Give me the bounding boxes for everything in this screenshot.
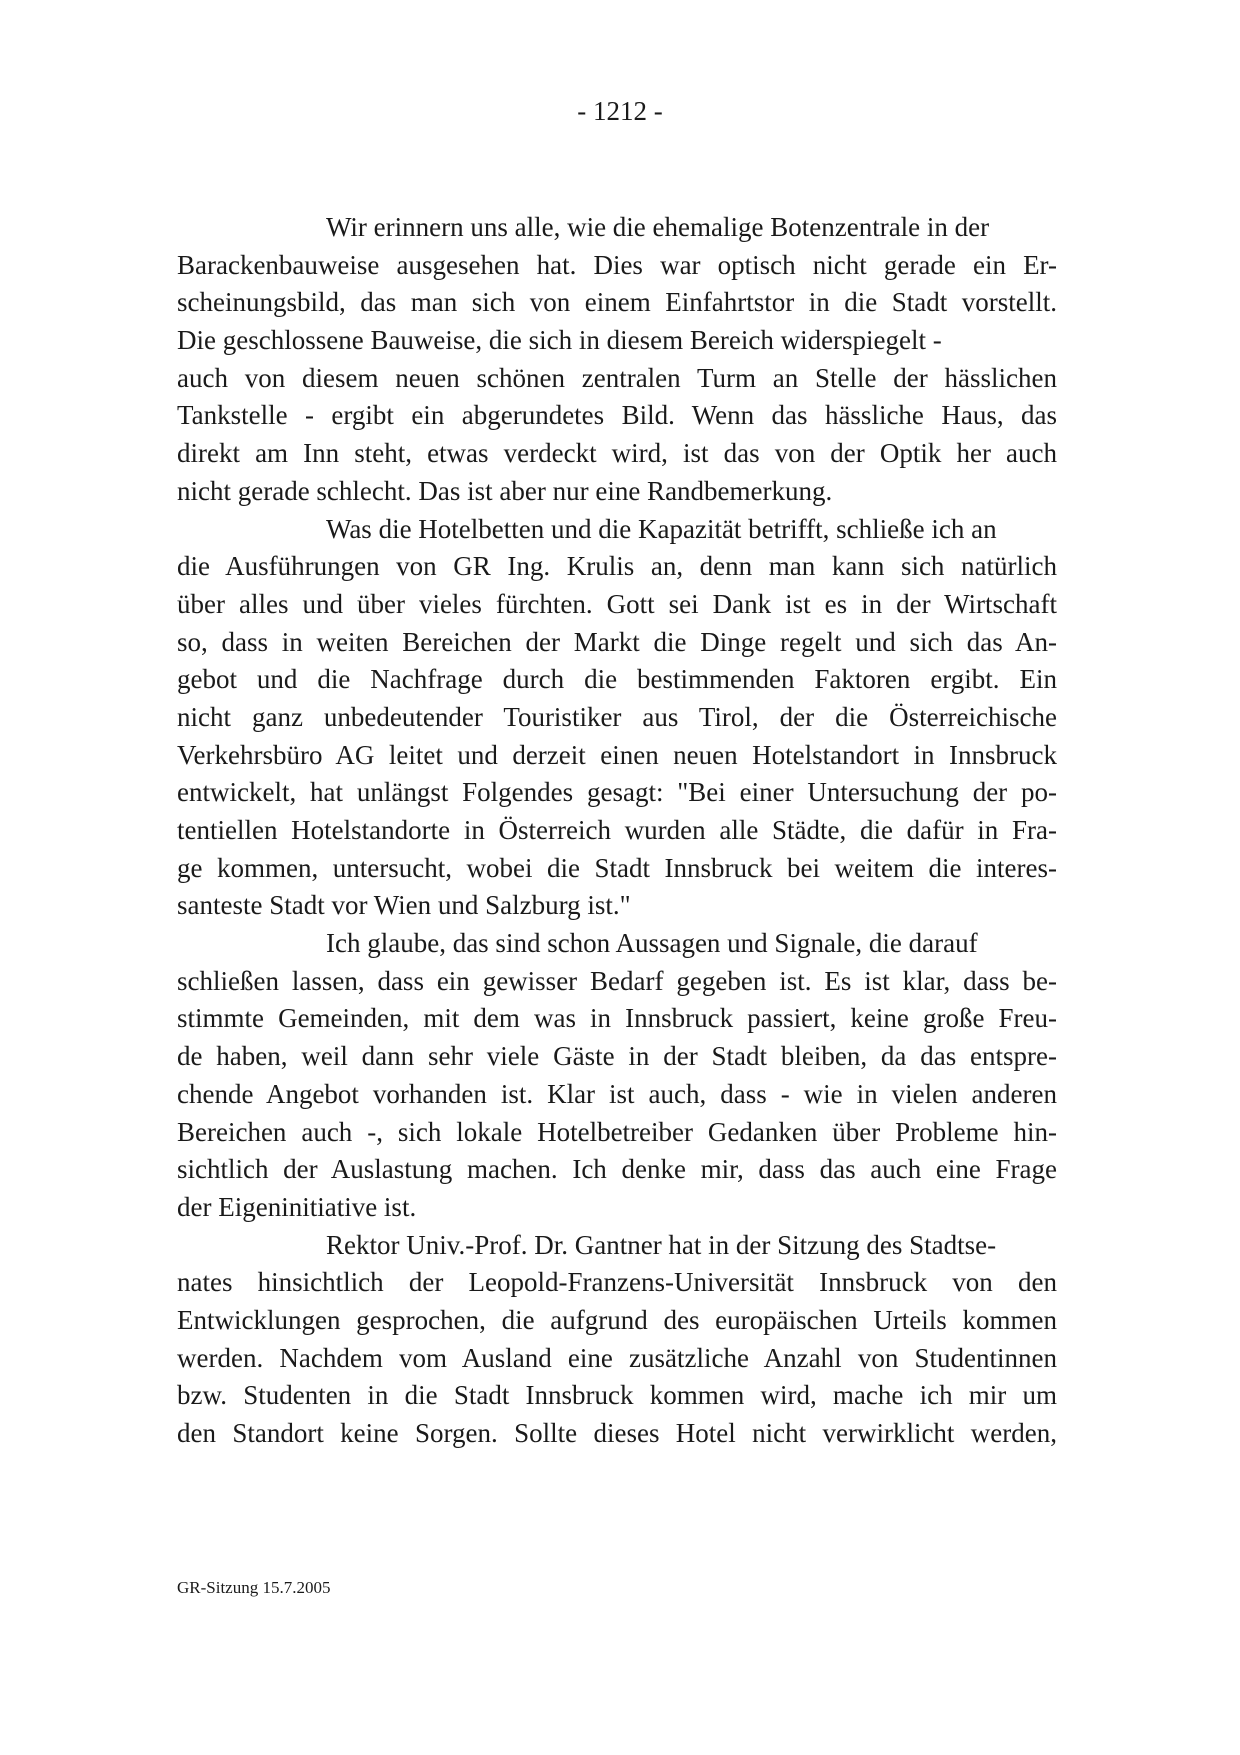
paragraph-3-line-3: stimmte Gemeinden, mit dem was in Innsbruck passiert, keine große Freu- (177, 1003, 1057, 1034)
paragraph-1-line-8: nicht gerade schlecht. Das ist aber nur eine Randbemerkung. (177, 475, 833, 506)
paragraph-3-line-2: schließen lassen, dass ein gewisser Bedarf gegeben ist. Es ist klar, dass be- (177, 965, 1057, 996)
paragraph-3-line-5: chende Angebot vorhanden ist. Klar ist auch, dass - wie in vielen anderen (177, 1078, 1057, 1109)
paragraph-2-line-4: so, dass in weiten Bereichen der Markt die Dinge regelt und sich das An- (177, 626, 1057, 657)
paragraph-1-line-5: auch von diesem neuen schönen zentralen Turm an Stelle der hässlichen (177, 362, 1057, 393)
paragraph-4-line-5: bzw. Studenten in die Stadt Innsbruck kommen wird, mache ich mir um (177, 1380, 1057, 1411)
paragraph-3-line-1: Ich glaube, das sind schon Aussagen und Signale, die darauf (326, 928, 978, 959)
paragraph-4-line-4: werden. Nachdem vom Ausland eine zusätzliche Anzahl von Studentinnen (177, 1342, 1057, 1373)
paragraph-3-line-7: sichtlich der Auslastung machen. Ich denke mir, dass das auch eine Frage (177, 1154, 1057, 1185)
paragraph-4-line-1: Rektor Univ.-Prof. Dr. Gantner hat in der Sitzung des Stadtse- (326, 1229, 997, 1260)
paragraph-3-line-6: Bereichen auch -, sich lokale Hotelbetreiber Gedanken über Probleme hin- (177, 1116, 1057, 1147)
paragraph-2-line-1: Was die Hotelbetten und die Kapazität betrifft, schließe ich an (326, 513, 997, 544)
paragraph-1-line-3: scheinungsbild, das man sich von einem Einfahrtstor in die Stadt vorstellt. (177, 287, 1057, 318)
paragraph-2-line-7: Verkehrsbüro AG leitet und derzeit einen neuen Hotelstandort in Innsbruck (177, 739, 1057, 770)
paragraph-1-line-7: direkt am Inn steht, etwas verdeckt wird, ist das von der Optik her auch (177, 438, 1057, 469)
paragraph-1-line-4: Die geschlossene Bauweise, die sich in diesem Bereich widerspiegelt - (177, 325, 942, 356)
paragraph-2-line-5: gebot und die Nachfrage durch die bestimmenden Faktoren ergibt. Ein (177, 664, 1057, 695)
paragraph-2-line-8: entwickelt, hat unlängst Folgendes gesagt: "Bei einer Untersuchung der po- (177, 777, 1057, 808)
paragraph-2-line-9: tentiellen Hotelstandorte in Österreich wurden alle Städte, die dafür in Fra- (177, 815, 1057, 845)
paragraph-1-line-6: Tankstelle - ergibt ein abgerundetes Bild. Wenn das hässliche Haus, das (177, 400, 1057, 431)
paragraph-4-line-2: nates hinsichtlich der Leopold-Franzens-Universität Innsbruck von den (177, 1267, 1057, 1298)
paragraph-1-line-1: Wir erinnern uns alle, wie die ehemalige Botenzentrale in der (326, 212, 990, 242)
body-text (177, 209, 1057, 1453)
paragraph-3-line-4: de haben, weil dann sehr viele Gäste in der Stadt bleiben, da das entspre- (177, 1041, 1057, 1072)
paragraph-2-line-10: ge kommen, untersucht, wobei die Stadt Innsbruck bei weitem die interes- (177, 852, 1057, 883)
paragraph-4-line-6: den Standort keine Sorgen. Sollte dieses Hotel nicht verwirklicht werden, (177, 1418, 1057, 1448)
page-number: - 1212 - (577, 96, 663, 126)
paragraph-4-line-3: Entwicklungen gesprochen, die aufgrund des europäischen Urteils kommen (177, 1304, 1057, 1335)
paragraph-2-line-3: über alles und über vieles fürchten. Gott sei Dank ist es in der Wirtschaft (177, 588, 1057, 619)
paragraph-2-line-6: nicht ganz unbedeutender Touristiker aus Tirol, der die Österreichische (177, 701, 1057, 732)
paragraph-3-line-8: der Eigeninitiative ist. (177, 1191, 417, 1222)
paragraph-2-line-2: die Ausführungen von GR Ing. Krulis an, denn man kann sich natürlich (177, 551, 1057, 582)
paragraph-1-line-2: Barackenbauweise ausgesehen hat. Dies war optisch nicht gerade ein Er- (177, 249, 1057, 280)
paragraph-2-line-11: santeste Stadt vor Wien und Salzburg ist." (177, 890, 631, 921)
footer-session-date: GR-Sitzung 15.7.2005 (177, 1578, 331, 1597)
